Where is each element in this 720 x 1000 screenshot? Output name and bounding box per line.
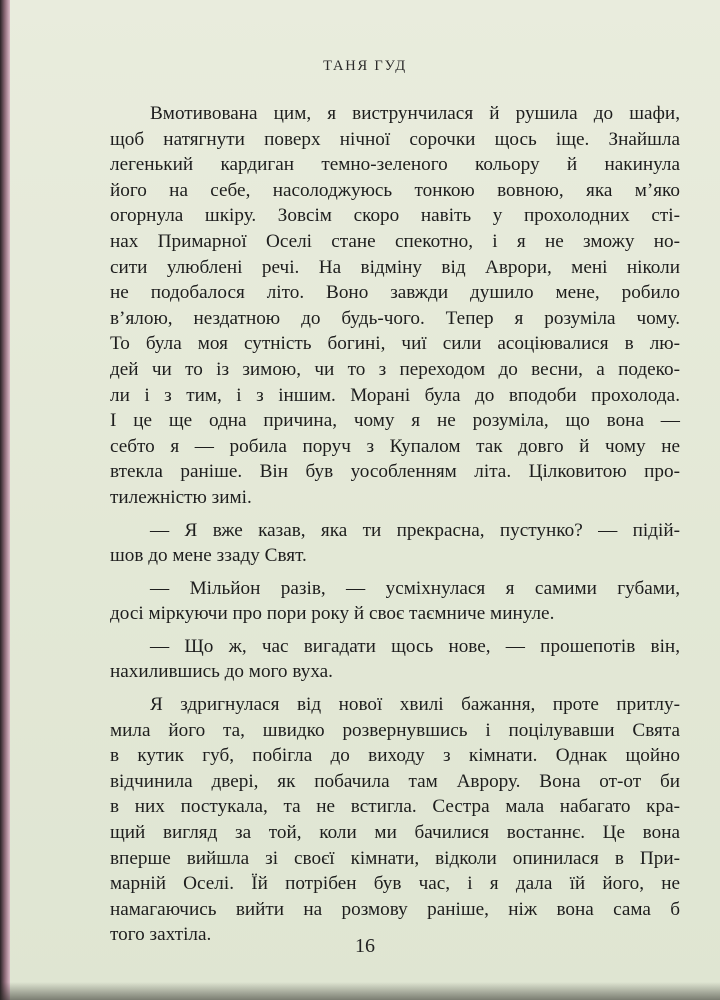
text-line: щоб натягнути поверх нічної сорочки щось іще. Знайшла: [110, 128, 680, 150]
text-line: легенький кардиган темно-зеленого кольору й накинула: [110, 154, 680, 176]
text-line: І це ще одна причина, чому я не розуміла, що вона —: [110, 410, 680, 432]
text-line: щий вигляд за той, коли ми бачилися востаннє. Це вона: [110, 822, 680, 844]
paragraph: [110, 692, 680, 948]
text-line: — Я вже казав, яка ти прекрасна, пустунко? — підій-: [150, 519, 680, 541]
paragraph: [110, 576, 680, 627]
text-line: в них постукала, та не встигла. Сестра мала набагато кра-: [110, 796, 680, 818]
text-line: відчинила двері, як побачила там Аврору. Вона от-от би: [110, 770, 680, 792]
text-line: мила його та, швидко розвернувшись і поцілувавши Свята: [110, 719, 680, 741]
text-line: його на себе, насолоджуюсь тонкою вовною, яка м’яко: [110, 179, 680, 201]
text-line: в кутик губ, побігла до виходу з кімнати. Однак щойно: [110, 745, 680, 767]
text-line: — Мільйон разів, — усміхнулася я самими губами,: [150, 577, 680, 599]
text-line: ли і з тим, і з іншим. Морані була до вподоби прохолода.: [110, 384, 680, 406]
text-line: себто я — робила поруч з Купалом так довго й чому не: [110, 435, 680, 457]
paragraph: [110, 634, 680, 685]
text-line: сити улюблені речі. На відміну від Аврори, мені ніколи: [110, 256, 680, 278]
running-header: ТАНЯ ГУД: [323, 58, 407, 74]
text-line: дей чи то із зимою, чи то з переходом до весни, а подеко-: [110, 358, 680, 380]
book-page: [10, 0, 720, 1000]
text-line: втекла раніше. Він був уособленням літа. Цілковитою про-: [110, 461, 680, 483]
text-line: марній Оселі. Їй потрібен був час, і я дала їй його, не: [110, 873, 680, 895]
text-line: тилежністю зимі.: [110, 486, 252, 508]
text-line: То була моя сутність богині, чиї сили асоціювалися в лю-: [110, 333, 680, 355]
text-line: — Що ж, час вигадати щось нове, — прошепотів він,: [150, 635, 680, 657]
text-line: того захтіла.: [110, 924, 212, 946]
paragraph: [110, 518, 680, 569]
page-number: 16: [355, 935, 375, 957]
text-line: огорнула шкіру. Зовсім скоро навіть у прохолодних сті-: [110, 205, 680, 227]
text-line: Вмотивована цим, я виструнчилася й рушила до шафи,: [150, 103, 680, 124]
text-line: досі міркуючи про пори року й своє таємниче минуле.: [110, 603, 555, 625]
text-line: нахилившись до мого вуха.: [110, 661, 333, 683]
paragraph: [110, 101, 680, 511]
text-line: шов до мене ззаду Свят.: [110, 545, 307, 567]
text-line: не подобалося літо. Воно завжди душило мене, робило: [110, 282, 680, 304]
page-bottom-shadow: [0, 982, 720, 1000]
text-line: нах Примарної Оселі стане спекотно, і я не зможу но-: [110, 230, 680, 252]
text-line: вперше вийшла зі своєї кімнати, відколи опинилася в При-: [110, 847, 680, 869]
text-line: в’ялою, нездатною до будь-чого. Тепер я розуміла чому.: [110, 307, 680, 329]
text-line: Я здригнулася від нової хвилі бажання, проте притлу-: [150, 694, 680, 716]
body-text: [110, 101, 680, 948]
text-line: намагаючись вийти на розмову раніше, ніж вона сама б: [110, 898, 680, 920]
